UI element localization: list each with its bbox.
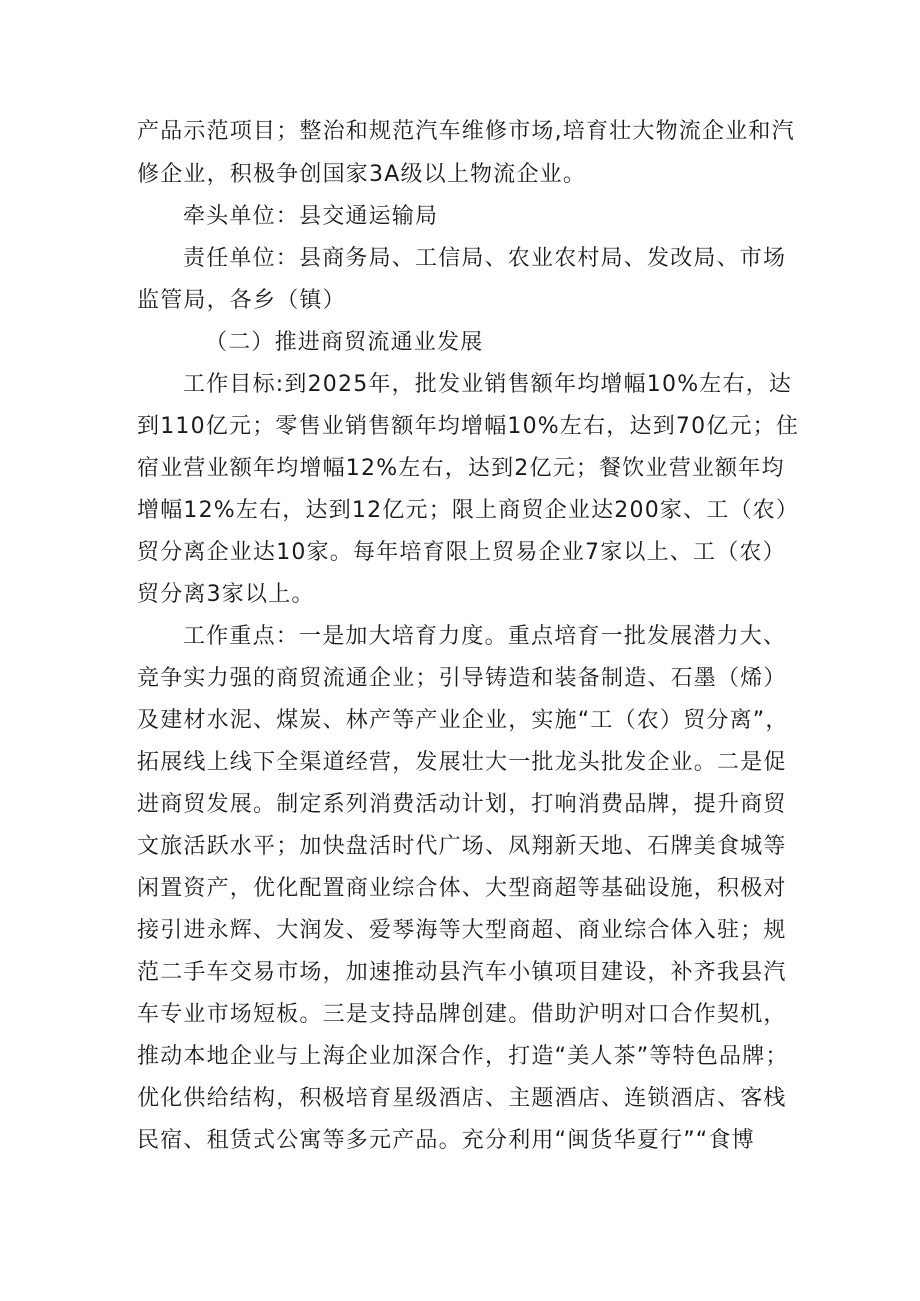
paragraph-line: 优化供给结构，积极培育星级酒店、主题酒店、连锁酒店、客栈 xyxy=(137,1086,787,1111)
lead-unit-line: 牵头单位：县交通运输局 xyxy=(183,204,439,229)
paragraph-line: 民宿、租赁式公寓等多元产品。充分利用“闽货华夏行”“食博 xyxy=(137,1128,755,1153)
paragraph-line: 接引进永辉、大润发、爱琴海等大型商超、商业综合体入驻；规 xyxy=(137,918,787,943)
paragraph-line: 及建材水泥、煤炭、林产等产业企业，实施“工（农）贸分离”， xyxy=(137,708,789,733)
paragraph-line: 贸分离企业达10家。每年培育限上贸易企业7家以上、工（农） xyxy=(137,540,786,565)
work-focus-line: 工作重点：一是加大培育力度。重点培育一批发展潜力大、 xyxy=(183,624,787,649)
responsible-unit-line: 责任单位：县商务局、工信局、农业农村局、发改局、市场 xyxy=(183,246,787,271)
paragraph-line: 车专业市场短板。三是支持品牌创建。借助沪明对口合作契机， xyxy=(137,1002,787,1027)
work-goal-line: 工作目标:到2025年，批发业销售额年均增幅10%左右，达 xyxy=(183,372,793,397)
paragraph-line: 修企业，积极争创国家3A级以上物流企业。 xyxy=(137,162,587,187)
paragraph-line: 推动本地企业与上海企业加深合作，打造“美人茶”等特色品牌； xyxy=(137,1044,789,1069)
paragraph-line: 宿业营业额年均增幅12%左右，达到2亿元；餐饮业营业额年均 xyxy=(137,456,785,481)
paragraph-line: 到110亿元；零售业销售额年均增幅10%左右，达到70亿元；住 xyxy=(137,414,800,439)
paragraph-line: 范二手车交易市场，加速推动县汽车小镇项目建设，补齐我县汽 xyxy=(137,960,787,985)
paragraph-line: 闲置资产，优化配置商业综合体、大型商超等基础设施，积极对 xyxy=(137,876,787,901)
paragraph-line: 贸分离3家以上。 xyxy=(137,582,315,607)
paragraph-line: 进商贸发展。制定系列消费活动计划，打响消费品牌，提升商贸 xyxy=(137,792,787,817)
section-heading: （二）推进商贸流通业发展 xyxy=(205,330,484,355)
paragraph-line: 监管局，各乡（镇） xyxy=(137,288,346,313)
paragraph-line: 文旅活跃水平；加快盘活时代广场、凤翔新天地、石牌美食城等 xyxy=(137,834,787,859)
paragraph-line: 竞争实力强的商贸流通企业；引导铸造和装备制造、石墨（烯） xyxy=(137,666,787,691)
paragraph-line: 产品示范项目；整治和规范汽车维修市场,培育壮大物流企业和汽 xyxy=(137,119,795,144)
paragraph-line: 增幅12%左右，达到12亿元；限上商贸企业达200家、工（农） xyxy=(137,498,800,523)
paragraph-line: 拓展线上线下全渠道经营，发展壮大一批龙头批发企业。二是促 xyxy=(137,750,787,775)
